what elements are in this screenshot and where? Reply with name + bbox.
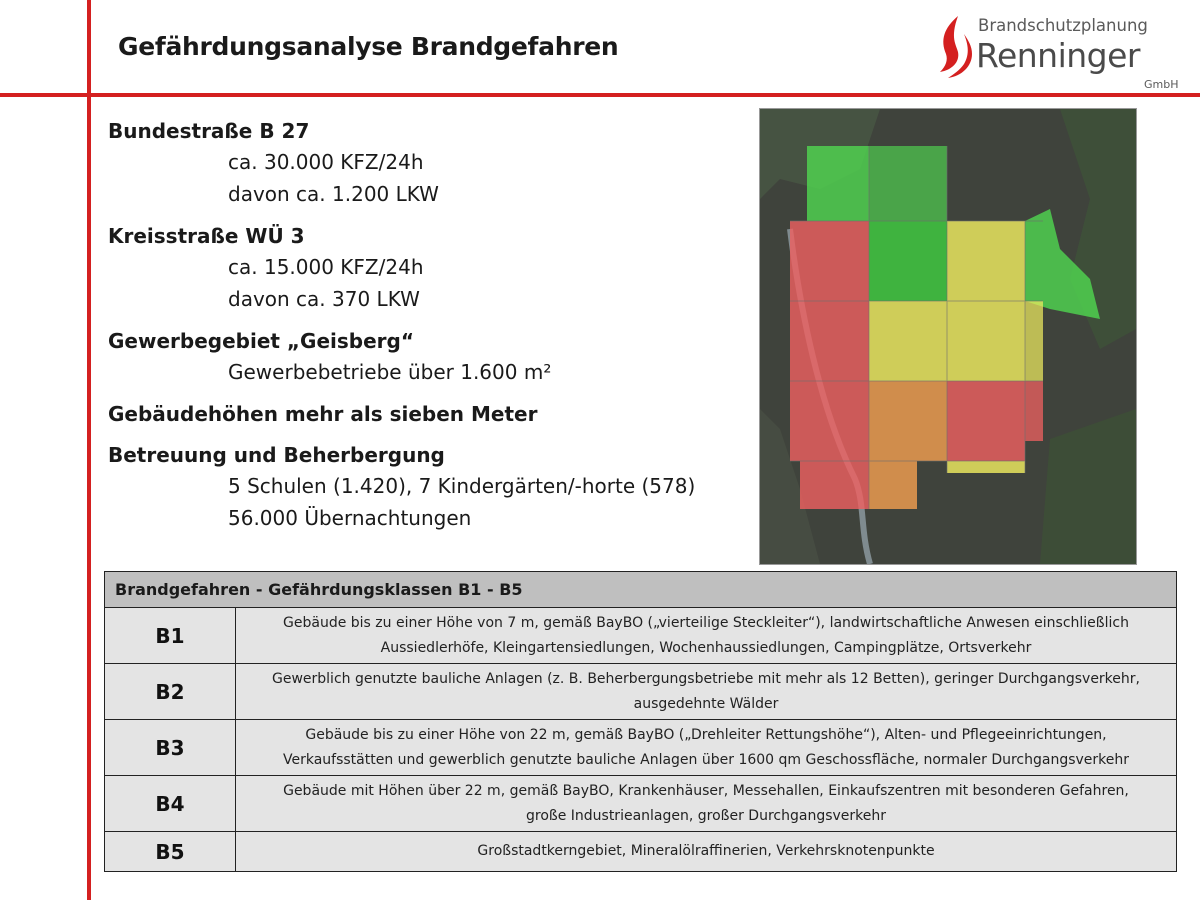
description-line: Gebäude mit Höhen über 22 m, gemäß BayBO, Krankenhäuser, Messehallen, Einkaufszentren mit besonderen Gefahren, <box>283 782 1129 799</box>
class-label: B4 <box>105 776 236 832</box>
logo-name: Renninger <box>976 36 1140 75</box>
logo-suffix: GmbH <box>1144 78 1179 91</box>
table-row <box>105 720 1177 776</box>
class-label: B3 <box>105 720 236 776</box>
hazard-class-table <box>104 571 1177 872</box>
flame-icon <box>934 14 976 80</box>
section-line: ca. 15.000 KFZ/24h <box>228 255 424 279</box>
description-line: Gebäude bis zu einer Höhe von 22 m, gemäß BayBO („Drehleiter Rettungshöhe“), Alten- und Pflegeeinrichtungen, <box>305 726 1107 743</box>
section-b27 <box>108 117 748 210</box>
class-label: B5 <box>105 832 236 872</box>
class-description <box>236 832 1177 872</box>
description-line: ausgedehnte Wälder <box>633 695 779 712</box>
page-title: Gefährdungsanalyse Brandgefahren <box>118 32 619 61</box>
table-row <box>105 776 1177 832</box>
table-row <box>105 832 1177 872</box>
description-line: Verkaufsstätten und gewerblich genutzte bauliche Anlagen über 1600 qm Geschossfläche, normaler Durchgangsverkehr <box>282 751 1130 768</box>
section-building-heights <box>108 400 748 429</box>
section-line: davon ca. 1.200 LKW <box>228 182 439 206</box>
description-line: Großstadtkerngebiet, Mineralölraffinerien, Verkehrsknotenpunkte <box>477 843 935 859</box>
class-label: B2 <box>105 664 236 720</box>
section-line: Gewerbebetriebe über 1.600 m² <box>228 360 552 384</box>
table-header: Brandgefahren - Gefährdungsklassen B1 - B5 <box>105 572 1177 608</box>
hazard-map <box>759 108 1137 565</box>
class-description <box>236 664 1177 720</box>
section-line: ca. 30.000 KFZ/24h <box>228 150 424 174</box>
section-heading: Gebäudehöhen mehr als sieben Meter <box>108 402 538 426</box>
section-care-accommodation <box>108 441 748 534</box>
section-geisberg <box>108 327 748 388</box>
company-logo <box>934 10 1179 90</box>
table-row <box>105 608 1177 664</box>
description-line: Gewerblich genutzte bauliche Anlagen (z. B. Beherbergungsbetriebe mit mehr als 12 Betten), geringer Durchgangsverkehr, <box>272 670 1140 687</box>
section-heading: Kreisstraße WÜ 3 <box>108 224 305 248</box>
section-heading: Gewerbegebiet „Geisberg“ <box>108 329 414 353</box>
table-row <box>105 664 1177 720</box>
section-wue3 <box>108 222 748 315</box>
section-line: 5 Schulen (1.420), 7 Kindergärten/-horte (578) <box>228 474 696 498</box>
red-horizontal-rule <box>0 93 1200 97</box>
red-vertical-rule <box>87 0 91 900</box>
description-line: Aussiedlerhöfe, Kleingartensiedlungen, Wochenhaussiedlungen, Campingplätze, Ortsverkehr <box>380 639 1032 656</box>
hazard-list <box>108 117 748 546</box>
section-line: 56.000 Übernachtungen <box>228 506 472 530</box>
section-heading: Betreuung und Beherbergung <box>108 443 445 467</box>
class-description <box>236 608 1177 664</box>
description-line: große Industrieanlagen, großer Durchgangsverkehr <box>525 807 886 824</box>
description-line: Gebäude bis zu einer Höhe von 7 m, gemäß BayBO („vierteilige Steckleiter“), landwirtschaftliche Anwesen einschließlich <box>283 614 1129 631</box>
hazard-map-graphic <box>760 109 1136 564</box>
class-description <box>236 720 1177 776</box>
logo-tagline: Brandschutzplanung <box>978 16 1148 35</box>
section-heading: Bundestraße B 27 <box>108 119 310 143</box>
class-label: B1 <box>105 608 236 664</box>
class-description <box>236 776 1177 832</box>
section-line: davon ca. 370 LKW <box>228 287 420 311</box>
